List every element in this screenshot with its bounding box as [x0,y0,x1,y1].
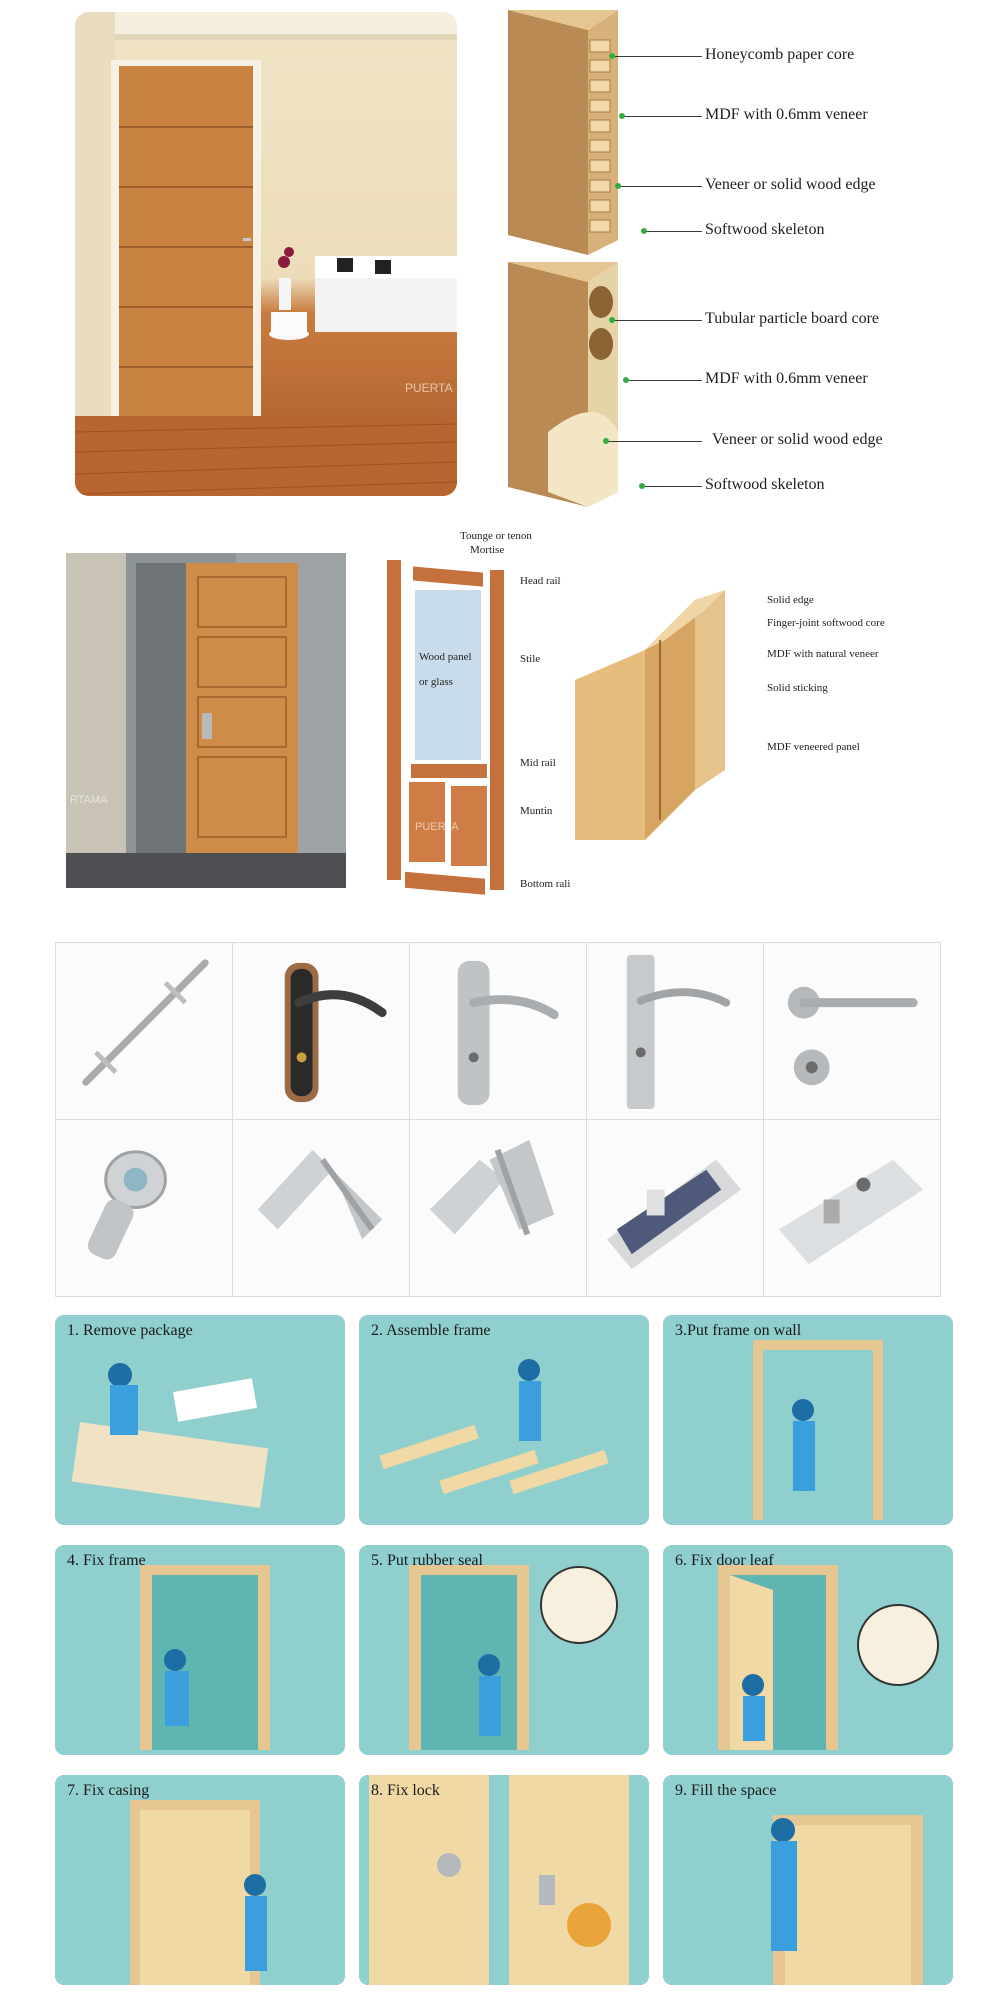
step-6-card [663,1545,953,1755]
leader-dot [641,228,647,234]
step-8-title: 8. Fix lock [371,1782,440,1799]
rosette-lever-handle [764,943,941,1120]
label-mortise: Mortise [470,544,505,556]
leader-line [642,486,702,487]
leader-line [644,231,702,232]
leader-line [612,320,702,321]
leader-line [612,56,702,57]
leader-dot [615,183,621,189]
step-7-title: 7. Fix casing [67,1782,150,1799]
leader-dot [619,113,625,119]
installation-steps [55,1315,945,1985]
lever-handle-bronze [233,943,410,1120]
label-mdf-veneered-panel: MDF veneered panel [767,741,860,753]
svg-text:PUERTA: PUERTA [405,381,453,395]
lever-handle-long-plate [587,943,764,1120]
step-4-card [55,1545,345,1755]
tubular-door-section [508,262,668,507]
step-1-title: 1. Remove package [67,1322,193,1339]
label-softwood-skeleton: Softwood skeleton [705,221,825,238]
mortise-lock-body-2 [764,1120,941,1297]
svg-text:RTAMA: RTAMA [70,794,108,806]
room-illustration [75,12,457,496]
svg-text:PUERTA: PUERTA [415,821,459,833]
butt-hinge [233,1120,410,1297]
step-9-card [663,1775,953,1985]
flush-hinge [410,1120,587,1297]
step-8-card [359,1775,649,1985]
label-mdf-veneer: MDF with 0.6mm veneer [705,106,868,123]
pull-handle [56,943,233,1120]
step-2-card [359,1315,649,1525]
mortise-lock-body [587,1120,764,1297]
label-solid-sticking: Solid sticking [767,682,828,694]
step-3-title: 3.Put frame on wall [675,1322,802,1339]
leader-dot [609,53,615,59]
label-honeycomb-core: Honeycomb paper core [705,46,855,63]
label-stile: Stile [520,653,541,665]
leader-line [606,441,702,442]
label-finger-joint-core: Finger-joint softwood core [767,617,885,629]
leader-dot [623,377,629,383]
leader-dot [603,438,609,444]
step-1-card [55,1315,345,1525]
leader-line [626,380,702,381]
hallway-photo-panel-door [66,553,346,888]
door-viewer [56,1120,233,1297]
room-photo-flush-door [75,12,457,496]
step-9-title: 9. Fill the space [675,1782,777,1799]
hardware-grid [55,942,941,1297]
label-mdf-veneer: MDF with 0.6mm veneer [705,370,868,387]
leader-line [622,116,702,117]
exploded-door-diagram [385,540,510,895]
sticking-section-cutaway [575,590,735,840]
leader-dot [639,483,645,489]
step-5-card [359,1545,649,1755]
label-tounge-tenon: Tounge or tenon [460,530,532,542]
leader-line [618,186,702,187]
label-head-rail: Head rail [520,575,561,587]
label-mid-rail: Mid rail [520,757,556,769]
step-2-title: 2. Assemble frame [371,1322,491,1339]
label-veneer-edge: Veneer or solid wood edge [705,176,876,193]
step-6-title: 6. Fix door leaf [675,1552,774,1569]
label-solid-edge: Solid edge [767,594,814,606]
label-bottom-rail: Bottom rali [520,878,571,890]
leader-dot [609,317,615,323]
label-tubular-core: Tubular particle board core [705,310,880,327]
label-muntin: Muntin [520,805,553,817]
step-7-card [55,1775,345,1985]
honeycomb-door-section [508,10,668,255]
svg-text:Wood panel: Wood panel [419,651,472,663]
svg-text:or glass: or glass [419,676,453,688]
label-softwood-skeleton: Softwood skeleton [705,476,825,493]
lever-handle-chrome [410,943,587,1120]
label-veneer-edge: Veneer or solid wood edge [712,431,883,448]
step-3-card [663,1315,953,1525]
step-4-title: 4. Fix frame [67,1552,146,1569]
step-5-title: 5. Put rubber seal [371,1552,483,1569]
label-mdf-natural-veneer: MDF with natural veneer [767,648,879,660]
